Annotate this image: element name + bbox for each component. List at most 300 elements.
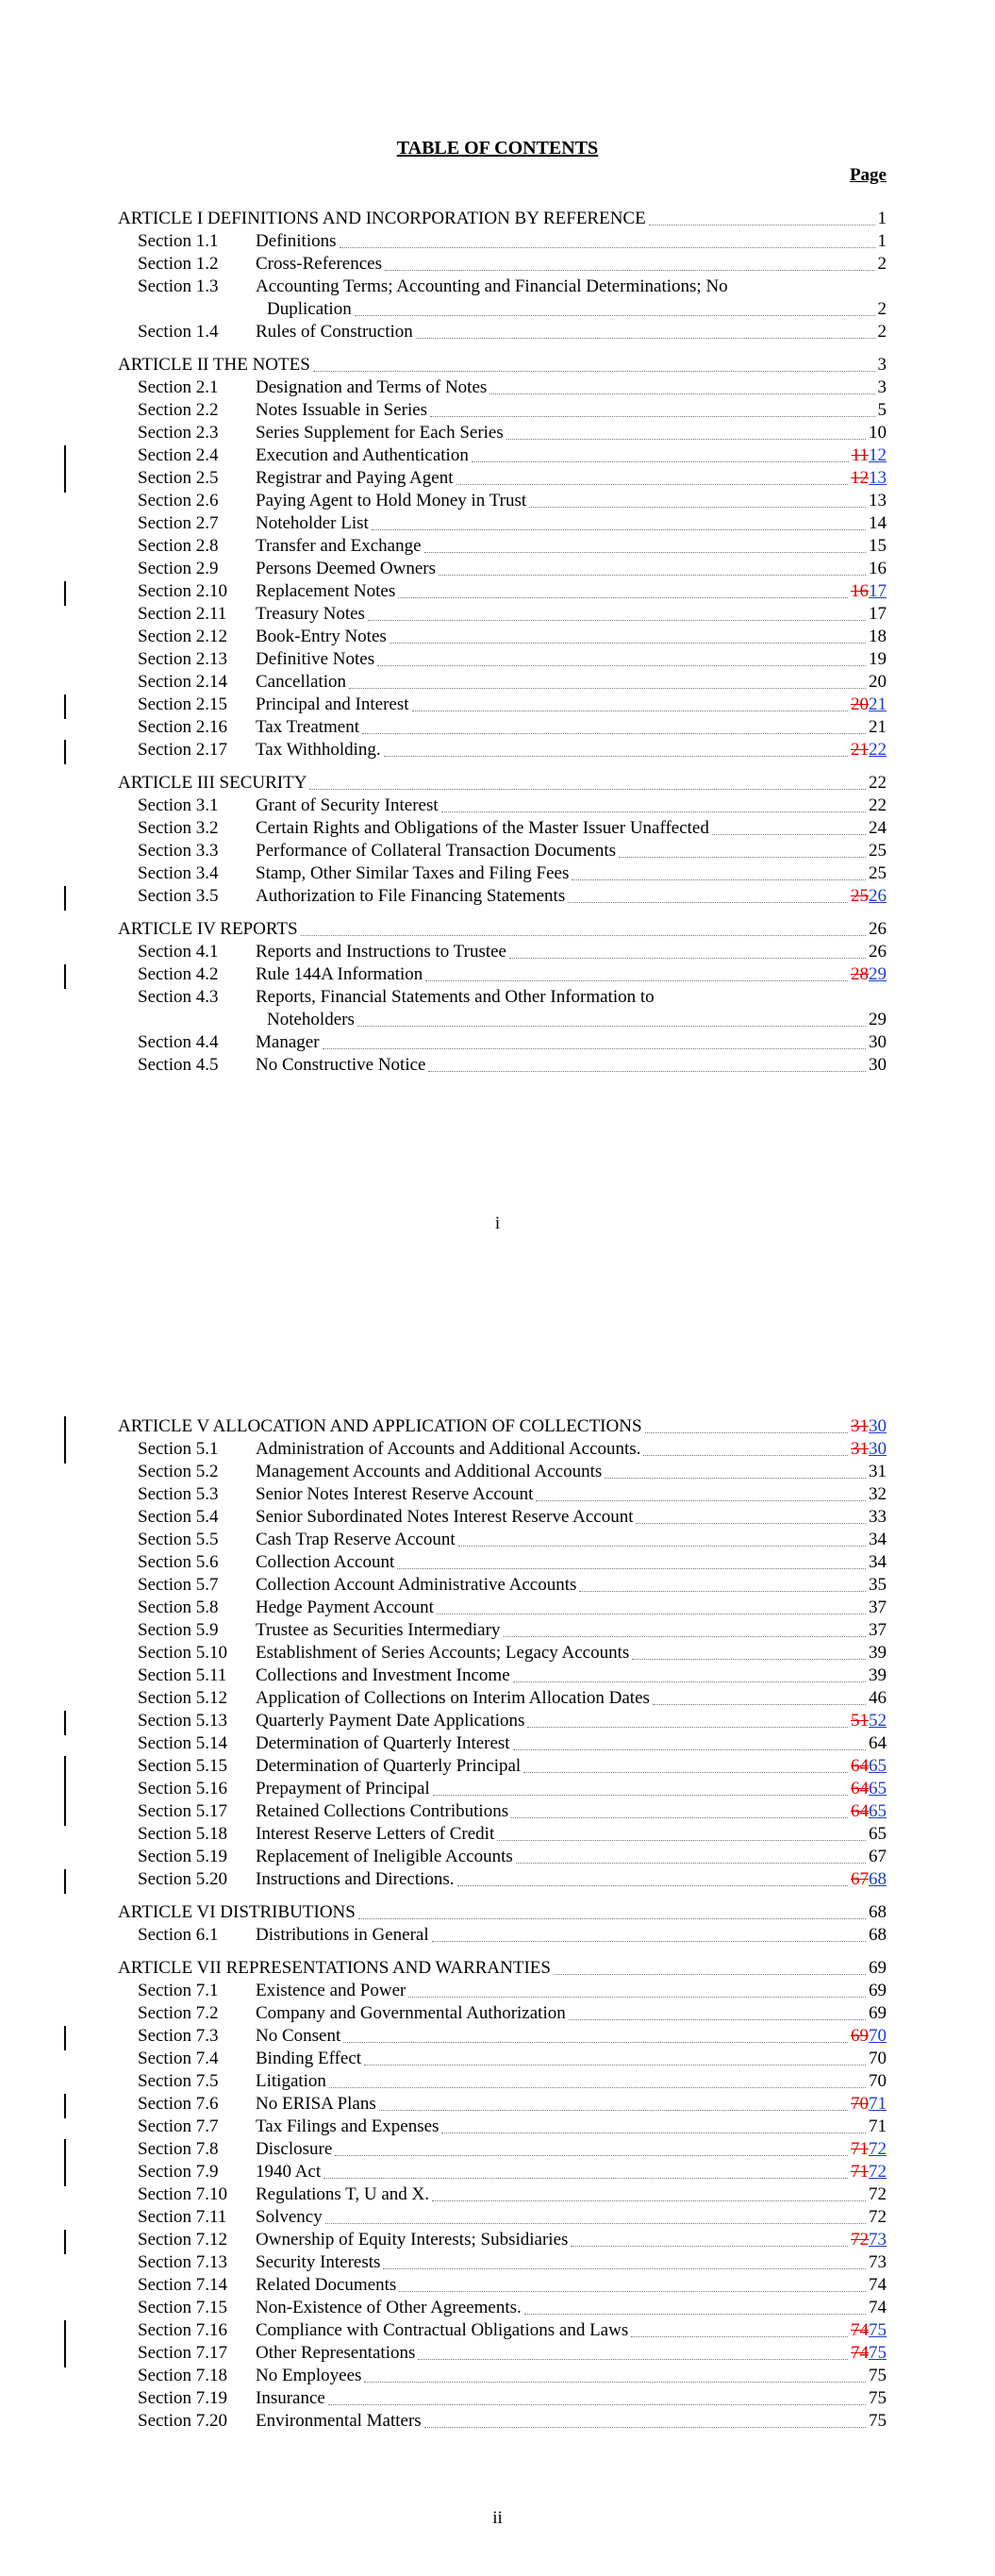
- toc-entry[interactable]: [0, 1461, 995, 1483]
- toc-entry[interactable]: [0, 2025, 995, 2048]
- toc-entry[interactable]: [0, 1980, 995, 2002]
- toc-entry[interactable]: [0, 1800, 995, 1823]
- toc-page-2: [0, 1288, 995, 2576]
- toc-entry[interactable]: [0, 739, 995, 761]
- page-number: 31: [869, 1462, 887, 1481]
- toc-entry-line: [0, 276, 887, 298]
- toc-entry[interactable]: [0, 963, 995, 986]
- toc-entry[interactable]: [0, 2251, 995, 2274]
- toc-entry[interactable]: [0, 2410, 995, 2433]
- article-heading-row[interactable]: [0, 1415, 995, 1438]
- toc-entry[interactable]: [0, 2206, 995, 2229]
- old-page-number: 74: [851, 2320, 869, 2340]
- toc-entry[interactable]: [0, 862, 995, 885]
- dot-leader: [513, 1748, 866, 1750]
- old-page-number: 69: [851, 2026, 869, 2046]
- section-number: Section 7.14: [138, 2275, 227, 2295]
- section-number: Section 2.12: [138, 627, 227, 646]
- section-number: Section 3.3: [138, 841, 219, 861]
- section-number: Section 5.18: [138, 1824, 227, 1844]
- page-number: 2: [877, 299, 887, 319]
- page-number: 25: [869, 863, 887, 883]
- section-title: Management Accounts and Additional Accounts: [256, 1462, 603, 1481]
- section-number: Section 2.16: [138, 717, 227, 737]
- section-title: Authorization to File Financing Statements: [256, 886, 566, 906]
- dot-leader: [313, 370, 875, 372]
- section-number: Section 7.13: [138, 2252, 227, 2272]
- dot-leader: [355, 314, 875, 316]
- dot-leader: [632, 1658, 866, 1660]
- article-heading-row[interactable]: [0, 1901, 995, 1924]
- toc-entry[interactable]: [0, 230, 995, 253]
- dot-leader: [358, 1917, 866, 1919]
- section-number: Section 5.6: [138, 1552, 219, 1572]
- toc-entry[interactable]: [0, 2002, 995, 2025]
- dot-leader: [432, 1940, 866, 1942]
- section-number: Section 3.1: [138, 795, 219, 815]
- new-page-number: 75: [869, 2320, 887, 2340]
- section-title: Instructions and Directions.: [256, 1869, 455, 1889]
- dot-leader: [398, 596, 848, 598]
- section-number: Section 2.7: [138, 513, 219, 533]
- toc-entry[interactable]: [0, 2161, 995, 2183]
- section-number: Section 4.4: [138, 1032, 219, 1052]
- section-number: Section 2.4: [138, 445, 219, 465]
- toc-entry[interactable]: [0, 2048, 995, 2070]
- page-number: 25: [869, 841, 887, 861]
- toc-entry[interactable]: [0, 1710, 995, 1732]
- page-number: 19: [869, 649, 887, 669]
- toc-entry[interactable]: [0, 1529, 995, 1551]
- section-number: Section 5.16: [138, 1779, 227, 1798]
- toc-entry-line: [0, 986, 887, 1009]
- dot-leader: [364, 2381, 866, 2383]
- section-title: Tax Withholding.: [256, 740, 381, 760]
- dot-leader: [527, 1726, 848, 1728]
- section-title: Insurance: [256, 2388, 325, 2408]
- section-number: Section 4.3: [138, 987, 219, 1007]
- page-number: 70: [869, 2071, 887, 2091]
- page-number: 5: [877, 400, 887, 420]
- toc-entry[interactable]: [0, 253, 995, 276]
- dot-leader: [301, 934, 866, 936]
- dot-leader: [323, 1047, 866, 1049]
- toc-entry[interactable]: [0, 885, 995, 908]
- toc-entry[interactable]: [0, 1846, 995, 1868]
- dot-leader: [645, 1431, 848, 1433]
- section-number: Section 5.12: [138, 1688, 227, 1708]
- toc-entry[interactable]: [0, 694, 995, 716]
- section-title: Non-Existence of Other Agreements.: [256, 2298, 522, 2317]
- section-title: Solvency: [256, 2207, 323, 2227]
- article-heading-row[interactable]: [0, 354, 995, 376]
- article-block: [0, 918, 995, 1077]
- section-number: Section 5.8: [138, 1597, 219, 1617]
- section-title: Company and Governmental Authorization: [256, 2003, 566, 2023]
- page-number: 32: [869, 1484, 887, 1504]
- dot-leader: [524, 2313, 866, 2315]
- new-page-number: 73: [869, 2230, 887, 2250]
- toc-entry[interactable]: [0, 1054, 995, 1077]
- section-number: Section 1.2: [138, 254, 219, 274]
- old-page-number: 70: [851, 2094, 869, 2114]
- toc-entry[interactable]: [0, 422, 995, 444]
- toc-entry[interactable]: [0, 467, 995, 490]
- page-number: 39: [869, 1665, 887, 1685]
- dot-leader: [439, 574, 866, 576]
- section-title: Definitions: [256, 231, 337, 251]
- dot-leader: [364, 2064, 866, 2066]
- section-title: Other Representations: [256, 2343, 416, 2363]
- section-title: Determination of Quarterly Interest: [256, 1733, 510, 1753]
- page-number: 65: [869, 1824, 887, 1844]
- page-number: 20: [869, 672, 887, 692]
- section-number: Section 5.14: [138, 1733, 227, 1753]
- old-page-number: 74: [851, 2343, 869, 2363]
- toc-body: [0, 208, 995, 1085]
- dot-leader: [506, 438, 866, 440]
- toc-entry[interactable]: [0, 986, 995, 1031]
- page-number: 37: [869, 1620, 887, 1640]
- toc-entry[interactable]: [0, 2183, 995, 2206]
- article-block: [0, 1415, 995, 1891]
- dot-leader: [362, 732, 866, 734]
- section-title: Definitive Notes: [256, 649, 375, 669]
- dot-leader: [571, 2245, 848, 2247]
- toc-entry[interactable]: [0, 2319, 995, 2342]
- new-page-number: 22: [869, 740, 887, 760]
- section-title: No ERISA Plans: [256, 2094, 376, 2114]
- dot-leader: [416, 337, 875, 339]
- section-title: Regulations T, U and X.: [256, 2184, 429, 2204]
- page-number: 35: [869, 1575, 887, 1595]
- section-number: Section 7.2: [138, 2003, 219, 2023]
- dot-leader: [357, 1025, 866, 1027]
- toc-entry[interactable]: [0, 1778, 995, 1800]
- toc-entry[interactable]: [0, 648, 995, 671]
- toc-entry[interactable]: [0, 2387, 995, 2410]
- page-number: 74: [869, 2298, 887, 2317]
- section-title: No Constructive Notice: [256, 1055, 426, 1075]
- toc-entry[interactable]: [0, 1732, 995, 1755]
- toc-body: [0, 1415, 995, 2441]
- toc-entry[interactable]: [0, 1597, 995, 1619]
- new-page-number: 75: [869, 2343, 887, 2363]
- dot-leader: [437, 1613, 866, 1614]
- section-title: Security Interests: [256, 2252, 381, 2272]
- toc-entry[interactable]: [0, 1868, 995, 1891]
- new-page-number: 29: [869, 964, 887, 984]
- new-page-number: 30: [869, 1416, 887, 1436]
- section-list: [0, 376, 995, 761]
- toc-entry[interactable]: [0, 2070, 995, 2093]
- toc-entry[interactable]: [0, 1619, 995, 1642]
- toc-entry[interactable]: [0, 1664, 995, 1687]
- section-title: Collection Account: [256, 1552, 395, 1572]
- page-number: 15: [869, 536, 887, 556]
- toc-entry[interactable]: [0, 840, 995, 862]
- section-number: Section 7.16: [138, 2320, 227, 2340]
- change-bar: [64, 1869, 66, 1894]
- dot-leader: [425, 979, 848, 981]
- page-column-label: Page: [849, 165, 887, 185]
- toc-entry[interactable]: [0, 376, 995, 399]
- section-number: Section 2.11: [138, 604, 227, 624]
- dot-leader: [432, 2200, 866, 2201]
- page-number: 2: [877, 254, 887, 274]
- page-number: 13: [869, 491, 887, 510]
- section-number: Section 7.3: [138, 2026, 219, 2046]
- article-block: [0, 772, 995, 908]
- page-number: 33: [869, 1507, 887, 1527]
- dot-leader: [441, 811, 866, 812]
- dot-leader: [636, 1522, 866, 1524]
- new-page-number: 17: [869, 581, 887, 601]
- new-page-number: 71: [869, 2094, 887, 2114]
- page-number: 39: [869, 1643, 887, 1663]
- toc-entry[interactable]: [0, 2093, 995, 2116]
- toc-entry[interactable]: [0, 941, 995, 963]
- section-number: Section 1.1: [138, 231, 219, 251]
- section-number: Section 2.13: [138, 649, 227, 669]
- section-title: Application of Collections on Interim Allocation Dates: [256, 1688, 650, 1708]
- section-number: Section 5.19: [138, 1847, 227, 1866]
- page-number: 26: [869, 942, 887, 962]
- new-page-number: 72: [869, 2139, 887, 2159]
- toc-entry[interactable]: [0, 399, 995, 422]
- new-page-number: 12: [869, 445, 887, 465]
- section-title: Binding Effect: [256, 2049, 362, 2068]
- dot-leader: [433, 1794, 848, 1796]
- section-title: Execution and Authentication: [256, 445, 469, 465]
- page-number: 26: [869, 919, 887, 939]
- section-title: Existence and Power: [256, 1981, 406, 2000]
- new-page-number: 30: [869, 1439, 887, 1459]
- dot-leader: [529, 506, 866, 508]
- section-number: Section 7.19: [138, 2388, 227, 2408]
- toc-entry[interactable]: [0, 558, 995, 580]
- toc-entry[interactable]: [0, 817, 995, 840]
- page-footer-number: ii: [492, 2508, 503, 2528]
- page-number: 14: [869, 513, 887, 533]
- toc-entry[interactable]: [0, 321, 995, 343]
- toc-entry[interactable]: [0, 1551, 995, 1574]
- section-number: Section 7.5: [138, 2071, 219, 2091]
- section-number: Section 7.11: [138, 2207, 227, 2227]
- dot-leader: [457, 1884, 848, 1886]
- toc-entry[interactable]: [0, 1483, 995, 1506]
- article-heading-row[interactable]: [0, 918, 995, 941]
- toc-entry[interactable]: [0, 1574, 995, 1597]
- section-number: Section 2.15: [138, 694, 227, 714]
- section-number: Section 5.17: [138, 1801, 227, 1821]
- dot-leader: [569, 2018, 866, 2020]
- article-heading-row[interactable]: [0, 208, 995, 230]
- page-number: 34: [869, 1552, 887, 1572]
- section-number: Section 2.2: [138, 400, 219, 420]
- section-title: Paying Agent to Hold Money in Trust: [256, 491, 527, 510]
- section-title: Replacement Notes: [256, 581, 396, 601]
- page-footer-number: i: [494, 1213, 501, 1233]
- dot-leader: [424, 551, 866, 553]
- section-title: Designation and Terms of Notes: [256, 377, 488, 397]
- toc-entry[interactable]: [0, 1438, 995, 1461]
- toc-entry[interactable]: [0, 1642, 995, 1664]
- section-number: Section 6.1: [138, 1925, 219, 1945]
- toc-entry[interactable]: [0, 2274, 995, 2297]
- dot-leader: [379, 2109, 848, 2111]
- dot-leader: [643, 1454, 848, 1456]
- section-title: Persons Deemed Owners: [256, 559, 437, 578]
- article-heading: ARTICLE VII REPRESENTATIONS AND WARRANTIES: [118, 1958, 551, 1978]
- dot-leader: [399, 2290, 866, 2292]
- toc-entry[interactable]: [0, 795, 995, 817]
- dot-leader: [572, 878, 866, 880]
- dot-leader: [323, 2177, 848, 2179]
- page-number: 21: [869, 717, 887, 737]
- section-title: Cross-References: [256, 254, 383, 274]
- section-title: Compliance with Contractual Obligations and Laws: [256, 2320, 629, 2340]
- page-number: 24: [869, 818, 887, 838]
- section-number: Section 5.11: [138, 1665, 227, 1685]
- dot-leader: [368, 619, 866, 621]
- page-number: 1: [877, 231, 887, 251]
- section-title: No Employees: [256, 2366, 362, 2385]
- section-title: Notes Issuable in Series: [256, 400, 428, 420]
- toc-entry[interactable]: [0, 2342, 995, 2365]
- new-page-number: 21: [869, 694, 887, 714]
- section-number: Section 5.3: [138, 1484, 219, 1504]
- section-title: Administration of Accounts and Additional Accounts.: [256, 1439, 641, 1459]
- dot-leader: [384, 755, 848, 757]
- section-title: Certain Rights and Obligations of the Master Issuer Unaffected: [256, 818, 709, 838]
- article-heading-row[interactable]: [0, 1957, 995, 1980]
- section-number: Section 5.2: [138, 1462, 219, 1481]
- dot-leader: [516, 1862, 866, 1864]
- toc-entry[interactable]: [0, 671, 995, 694]
- dot-leader: [418, 2358, 848, 2360]
- section-number: Section 5.15: [138, 1756, 227, 1776]
- toc-entry[interactable]: [0, 490, 995, 512]
- page-number: 17: [869, 604, 887, 624]
- article-heading: ARTICLE III SECURITY: [118, 773, 307, 793]
- page-number: 2: [877, 322, 887, 342]
- section-list: [0, 1924, 995, 1947]
- section-title: Noteholder List: [256, 513, 369, 533]
- section-number: Section 3.4: [138, 863, 219, 883]
- section-number: Section 5.7: [138, 1575, 219, 1595]
- section-number: Section 2.1: [138, 377, 219, 397]
- section-number: Section 7.20: [138, 2411, 227, 2431]
- section-title: Treasury Notes: [256, 604, 365, 624]
- section-number: Section 7.4: [138, 2049, 219, 2068]
- article-heading: ARTICLE V ALLOCATION AND APPLICATION OF COLLECTIONS: [118, 1416, 642, 1436]
- toc-entry[interactable]: [0, 535, 995, 558]
- dot-leader: [325, 2222, 866, 2224]
- section-number: Section 7.18: [138, 2366, 227, 2385]
- old-page-number: 11: [851, 445, 869, 465]
- section-title: Tax Treatment: [256, 717, 360, 737]
- toc-entry[interactable]: [0, 626, 995, 648]
- dot-leader: [441, 2132, 866, 2133]
- page-number: 67: [869, 1847, 887, 1866]
- page-number: 74: [869, 2275, 887, 2295]
- article-heading-row[interactable]: [0, 772, 995, 795]
- section-number: Section 5.20: [138, 1869, 227, 1889]
- toc-entry[interactable]: [0, 716, 995, 739]
- section-number: Section 2.9: [138, 559, 219, 578]
- page-number: 22: [869, 773, 887, 793]
- new-page-number: 68: [869, 1869, 887, 1889]
- new-page-number: 65: [869, 1779, 887, 1798]
- old-page-number: 71: [851, 2139, 869, 2159]
- toc-entry[interactable]: [0, 1924, 995, 1947]
- toc-entry[interactable]: [0, 444, 995, 467]
- page-number: 16: [869, 559, 887, 578]
- section-title: Performance of Collateral Transaction Documents: [256, 841, 617, 861]
- section-number: Section 3.2: [138, 818, 219, 838]
- section-title: Reports, Financial Statements and Other Information to: [256, 987, 655, 1007]
- section-number: Section 7.15: [138, 2298, 227, 2317]
- dot-leader: [472, 460, 849, 462]
- toc-entry[interactable]: [0, 1687, 995, 1710]
- article-block: [0, 354, 995, 761]
- old-page-number: 67: [851, 1869, 869, 1889]
- dot-leader: [497, 1839, 866, 1841]
- section-list: [0, 230, 995, 343]
- section-title: Ownership of Equity Interests; Subsidiaries: [256, 2230, 569, 2250]
- section-number: Section 2.8: [138, 536, 219, 556]
- section-number: Section 5.5: [138, 1530, 219, 1549]
- page-number: 46: [869, 1688, 887, 1708]
- dot-leader: [385, 269, 874, 271]
- section-number: Section 2.14: [138, 672, 227, 692]
- section-number: Section 5.10: [138, 1643, 227, 1663]
- old-page-number: 51: [851, 1711, 869, 1731]
- toc-entry[interactable]: [0, 2297, 995, 2319]
- section-list: [0, 941, 995, 1077]
- toc-entry[interactable]: [0, 1755, 995, 1778]
- section-title: Principal and Interest: [256, 694, 409, 714]
- dot-leader: [649, 224, 875, 226]
- new-page-number: 52: [869, 1711, 887, 1731]
- toc-entry[interactable]: [0, 580, 995, 603]
- toc-entry[interactable]: [0, 276, 995, 321]
- page-number: 70: [869, 2049, 887, 2068]
- section-number: Section 7.9: [138, 2162, 219, 2182]
- dot-leader: [349, 687, 866, 689]
- toc-entry[interactable]: [0, 1031, 995, 1054]
- section-number: Section 7.10: [138, 2184, 227, 2204]
- section-title: Collections and Investment Income: [256, 1665, 510, 1685]
- toc-title: TABLE OF CONTENTS: [396, 138, 599, 159]
- toc-entry[interactable]: [0, 2138, 995, 2161]
- toc-entry[interactable]: [0, 1506, 995, 1529]
- toc-entry[interactable]: [0, 603, 995, 626]
- section-list: [0, 795, 995, 908]
- toc-entry[interactable]: [0, 1823, 995, 1846]
- old-page-number: 64: [851, 1756, 869, 1776]
- toc-entry[interactable]: [0, 2116, 995, 2138]
- section-title: Trustee as Securities Intermediary: [256, 1620, 501, 1640]
- page-number: 68: [869, 1902, 887, 1922]
- toc-entry[interactable]: [0, 2365, 995, 2387]
- section-title: Senior Subordinated Notes Interest Reserve Account: [256, 1507, 634, 1527]
- section-number: Section 2.10: [138, 581, 227, 601]
- toc-entry[interactable]: [0, 512, 995, 535]
- toc-entry[interactable]: [0, 2229, 995, 2251]
- old-page-number: 20: [851, 694, 869, 714]
